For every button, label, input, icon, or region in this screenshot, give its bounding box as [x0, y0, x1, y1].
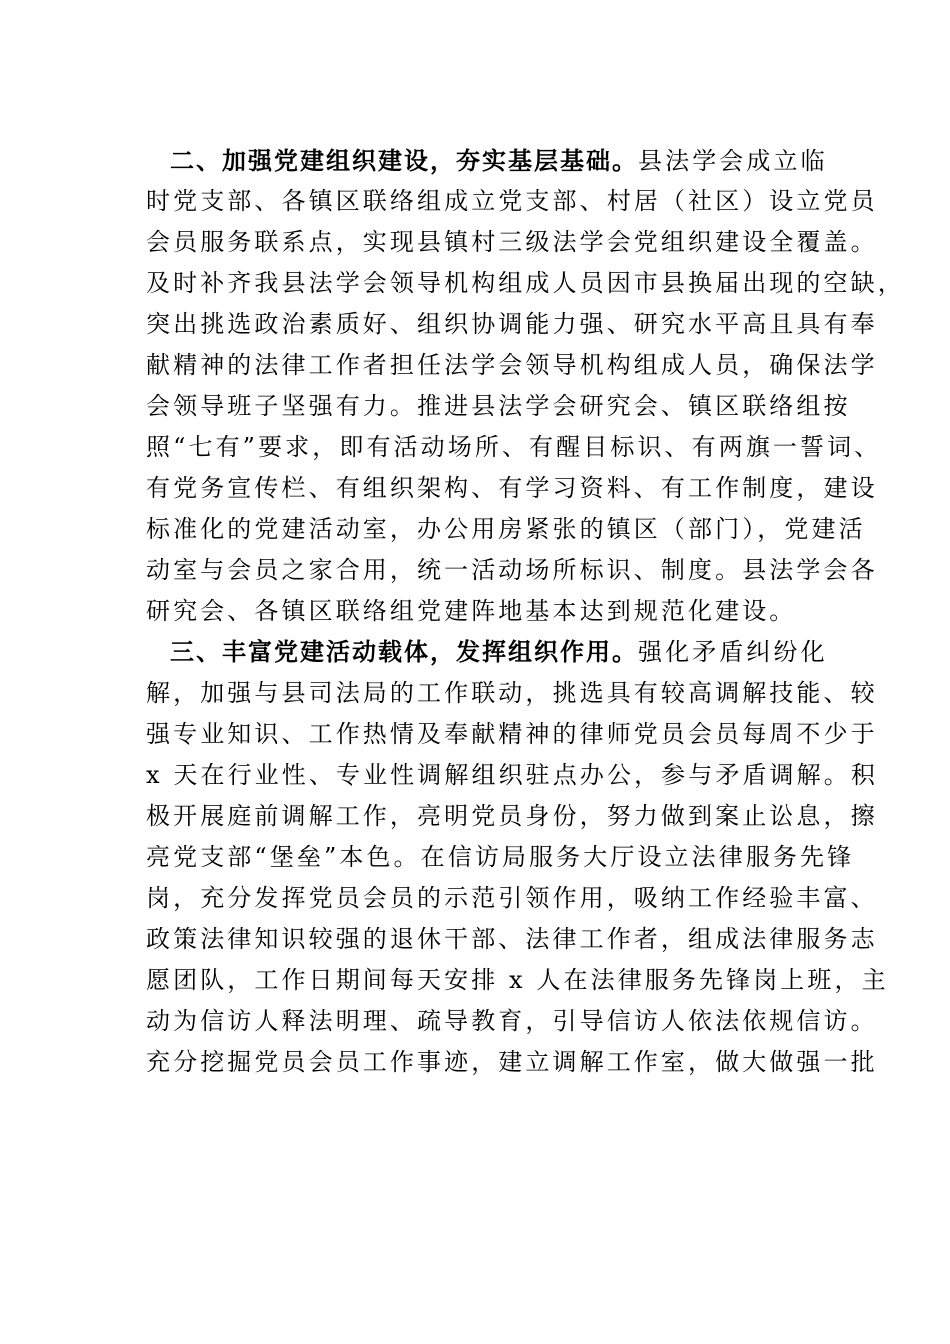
section3-line: x 天在行业性、专业性调解组织驻点办公，参与矛盾调解。积 — [146, 761, 878, 789]
section3-line: 强化矛盾纠纷化 — [638, 638, 828, 666]
section3-first-line — [170, 637, 860, 667]
section2-line: 献精神的法律工作者担任法学会领导机构组成人员，确保法学 — [146, 351, 878, 379]
section2-first-line — [170, 146, 860, 176]
section2-line: 动室与会员之家合用，统一活动场所标识、制度。县法学会各 — [146, 556, 878, 584]
section3-line: 亮党支部“堡垒”本色。在信访局服务大厅设立法律服务先锋 — [146, 843, 855, 871]
section2-line: 有党务宣传栏、有组织架构、有学习资料、有工作制度，建设 — [146, 474, 878, 502]
section3-line: 强专业知识、工作热情及奉献精神的律师党员会员每周不少于 — [146, 720, 878, 748]
section2-line: 照“七有”要求，即有活动场所、有醒目标识、有两旗一誓词、 — [146, 433, 882, 461]
section2-line: 突出挑选政治素质好、组织协调能力强、研究水平高且具有奉 — [146, 310, 878, 338]
section3-line: 极开展庭前调解工作，亮明党员身份，努力做到案止讼息，擦 — [146, 802, 878, 830]
section3-line: 政策法律知识较强的退休干部、法律工作者，组成法律服务志 — [146, 925, 878, 953]
section2-line: 及时补齐我县法学会领导机构组成人员因市县换届出现的空缺， — [146, 269, 905, 297]
section2-line: 时党支部、各镇区联络组成立党支部、村居（社区）设立党员 — [146, 187, 878, 215]
section2-line: 标准化的党建活动室，办公用房紧张的镇区（部门），党建活 — [146, 515, 866, 543]
section2-line: 县法学会成立临 — [638, 147, 828, 175]
section2-line: 会员服务联系点，实现县镇村三级法学会党组织建设全覆盖。 — [146, 228, 878, 256]
section3-line: 充分挖掘党员会员工作事迹，建立调解工作室，做大做强一批 — [146, 1048, 878, 1076]
section3-line: 动为信访人释法明理、疏导教育，引导信访人依法依规信访。 — [146, 1007, 878, 1035]
section2-heading: 二、加强党建组织建设，夯实基层基础。 — [170, 147, 638, 175]
section3-line: 解，加强与县司法局的工作联动，挑选具有较高调解技能、较 — [146, 679, 878, 707]
section3-line: 愿团队，工作日期间每天安排 x 人在法律服务先锋岗上班，主 — [146, 966, 889, 994]
section3-line: 岗，充分发挥党员会员的示范引领作用，吸纳工作经验丰富、 — [146, 884, 878, 912]
section2-line: 会领导班子坚强有力。推进县法学会研究会、镇区联络组按 — [146, 392, 851, 420]
section3-heading: 三、丰富党建活动载体，发挥组织作用。 — [170, 638, 638, 666]
section2-line: 研究会、各镇区联络组党建阵地基本达到规范化建设。 — [146, 597, 797, 625]
